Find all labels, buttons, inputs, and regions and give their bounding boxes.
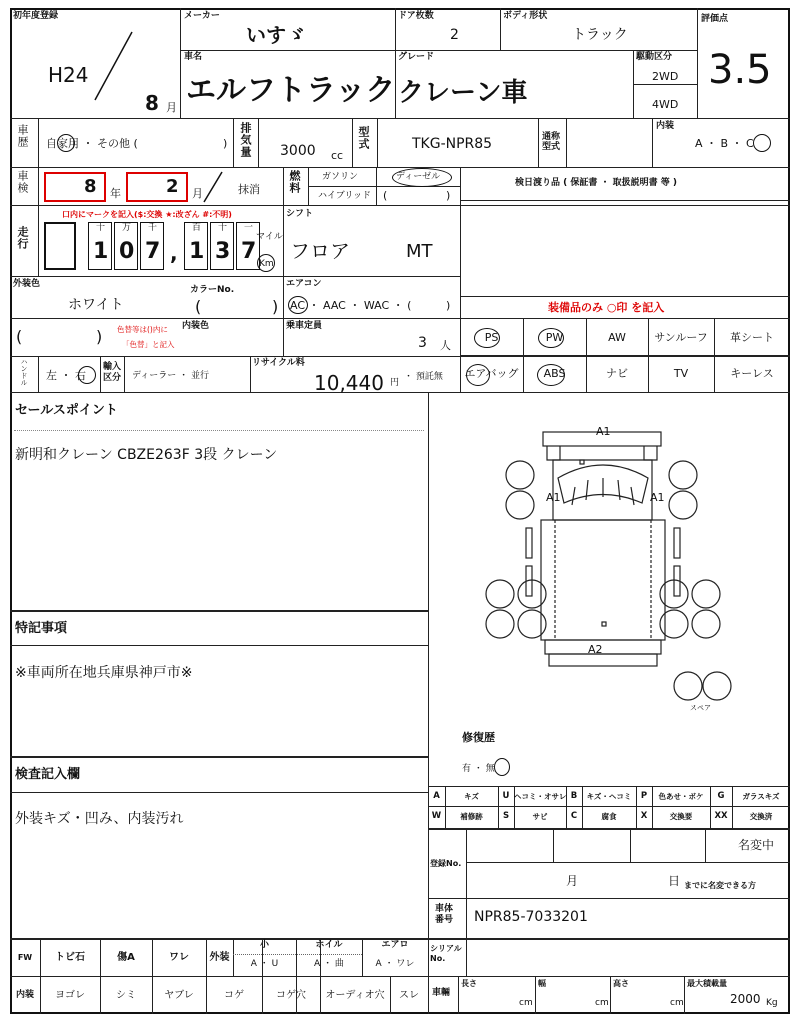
history-label: 車歴 bbox=[16, 124, 29, 148]
legend-cell: ガラスキズ bbox=[742, 792, 780, 801]
damage-type-cell: 傷A bbox=[117, 952, 135, 963]
length-unit: cm bbox=[519, 998, 533, 1008]
registration-label: 登録No. bbox=[430, 859, 462, 868]
size-label: 車輛 bbox=[432, 988, 451, 998]
legend-cell: X bbox=[640, 811, 648, 821]
max-load-value: 2000 bbox=[730, 992, 761, 1006]
max-load-label: 最大積載量 bbox=[687, 979, 727, 988]
length-label: 長さ bbox=[461, 979, 477, 988]
first-reg-month: 8 bbox=[145, 91, 159, 115]
chassis-value: NPR85-7033201 bbox=[474, 909, 588, 925]
repair-none-circle bbox=[494, 758, 510, 776]
interior-damage-cell: スレ bbox=[399, 990, 419, 1001]
spare-label: スペア bbox=[690, 704, 711, 712]
inspection-expired: 抹消 bbox=[238, 183, 260, 196]
interior-grade-value: A ・ B ・ C bbox=[695, 137, 754, 150]
width-unit: cm bbox=[595, 998, 609, 1008]
fuel-hybrid-close: ) bbox=[446, 189, 451, 202]
equipment-item: 革シート bbox=[730, 331, 774, 344]
col-line bbox=[233, 118, 234, 167]
height-label: 高さ bbox=[613, 979, 629, 988]
row-line bbox=[10, 645, 428, 646]
row-line bbox=[428, 898, 790, 899]
mileage-note: 口内にマークを記入($:交換 ★:改ざん #:不明) bbox=[62, 210, 232, 219]
dealer-docs-label: 検日渡り品 ( 保証書 ・ 取扱説明書 等 ) bbox=[515, 178, 678, 188]
col-line bbox=[258, 118, 259, 167]
height-unit: cm bbox=[670, 998, 684, 1008]
col-line bbox=[705, 828, 706, 862]
color-code-label: カラーNo. bbox=[190, 285, 235, 295]
odometer-unit-label: 十 bbox=[96, 223, 106, 233]
mileage-mark-box bbox=[44, 222, 76, 270]
displacement-value: 3000 bbox=[280, 143, 316, 159]
registration-deadline: までに名変できる方 bbox=[684, 881, 756, 890]
handle-value: 左 ・ 右 bbox=[46, 369, 86, 382]
row-line bbox=[460, 296, 790, 297]
exterior-small-value: A ・ U bbox=[250, 959, 279, 969]
recycle-label: リサイクル料 bbox=[252, 358, 305, 368]
special-notes-text: ※車両所在地兵庫県神戸市※ bbox=[15, 665, 193, 681]
odometer-digit: 7 bbox=[145, 239, 161, 264]
interior-color-close: ) bbox=[96, 327, 103, 346]
col-line bbox=[152, 938, 153, 1014]
col-line bbox=[40, 938, 41, 1014]
legend-cell: 交換済 bbox=[749, 812, 773, 821]
width-label: 幅 bbox=[538, 979, 546, 988]
col-line bbox=[377, 118, 378, 167]
grade-value: クレーン車 bbox=[398, 78, 528, 108]
odometer-unit-label: 一 bbox=[244, 223, 254, 233]
col-line bbox=[124, 356, 125, 392]
exterior-aero-label: エアロ bbox=[381, 940, 409, 950]
legend-cell: A bbox=[433, 791, 440, 801]
inspection-month: 2 bbox=[166, 176, 179, 197]
body-value: トラック bbox=[572, 27, 628, 43]
chassis-label: 車体番号 bbox=[435, 904, 454, 925]
legend-cell: C bbox=[570, 811, 578, 821]
sheet-frame bbox=[10, 8, 790, 1014]
capacity-unit: 人 bbox=[440, 339, 451, 352]
dotted-line bbox=[14, 430, 424, 431]
capacity-value: 3 bbox=[418, 335, 427, 351]
row-line bbox=[10, 318, 460, 319]
drive-label: 駆動区分 bbox=[636, 52, 673, 62]
maker-value: いすゞ bbox=[246, 23, 306, 47]
recycle-value: 10,440 bbox=[314, 371, 384, 395]
damage-type-cell: FW bbox=[17, 953, 33, 962]
recycle-unit: 円 bbox=[390, 378, 400, 388]
row-line bbox=[10, 276, 460, 277]
interior-damage-cell: ヨゴレ bbox=[55, 990, 85, 1001]
row-line bbox=[308, 186, 460, 187]
registration-day: 日 bbox=[668, 874, 681, 888]
inspection-year: 8 bbox=[84, 176, 97, 197]
row-line bbox=[428, 786, 790, 787]
damage-mark-a1-front: A1 bbox=[596, 425, 611, 438]
color-code-open: ( bbox=[195, 297, 202, 316]
exterior-wheel-label: ホイル bbox=[315, 940, 343, 950]
airbag-circle bbox=[466, 364, 490, 386]
col-line bbox=[262, 938, 263, 976]
inspection-month-unit: 月 bbox=[192, 187, 203, 200]
inspection-month-box bbox=[126, 172, 188, 202]
equipment-item: サンルーフ bbox=[654, 331, 708, 344]
sales-point-text: 新明和クレーン CBZE263F 3段 クレーン bbox=[15, 447, 278, 463]
col-line bbox=[458, 976, 459, 1014]
shift-label: シフト bbox=[286, 209, 314, 219]
mileage-label: 走行 bbox=[16, 226, 29, 250]
damage-mark-a1-left: A1 bbox=[546, 491, 561, 504]
col-line bbox=[38, 356, 39, 392]
legend-cell: キズ・ヘコミ bbox=[586, 792, 632, 801]
shift-value: フロア bbox=[290, 239, 350, 263]
row-line bbox=[10, 756, 428, 758]
right-handle-circle bbox=[78, 366, 96, 384]
col-line bbox=[566, 118, 567, 167]
fuel-hybrid: ハイブリッド bbox=[318, 191, 372, 201]
odometer-digit: 7 bbox=[241, 239, 257, 264]
km-label: Km bbox=[259, 259, 274, 269]
legend-cell: S bbox=[502, 811, 510, 821]
fuel-diesel: ディーゼル bbox=[396, 172, 441, 182]
interior-damage-cell: 内装 bbox=[15, 990, 34, 1000]
equipment-item: ナビ bbox=[606, 367, 628, 380]
row-line bbox=[460, 318, 790, 319]
displacement-label: 排気量 bbox=[239, 122, 252, 158]
col-line bbox=[100, 356, 101, 392]
doors-label: ドア枚数 bbox=[398, 11, 434, 21]
fuel-gasoline: ガソリン bbox=[322, 172, 359, 182]
interior-color-label: 内装色 bbox=[182, 321, 210, 331]
equipment-item: TV bbox=[673, 367, 689, 380]
import-value: ディーラー ・ 並行 bbox=[132, 371, 210, 381]
sales-point-label: セールスポイント bbox=[15, 403, 118, 418]
col-line bbox=[320, 938, 321, 976]
row-line bbox=[10, 610, 428, 612]
month-unit: 月 bbox=[166, 101, 177, 114]
legend-cell: 色あせ・ボケ bbox=[658, 792, 704, 801]
aircon-value: AC ・ AAC ・ WAC ・ ( bbox=[290, 299, 412, 312]
damage-type-cell: ワレ bbox=[169, 952, 189, 963]
drive-4wd: 4WD bbox=[652, 98, 679, 111]
col-line bbox=[652, 118, 653, 167]
interior-color-note1: 色替等は()内に bbox=[117, 325, 168, 334]
odometer-unit-label: 万 bbox=[122, 223, 132, 233]
odometer-unit-label: 千 bbox=[148, 223, 158, 233]
abs-circle bbox=[537, 364, 565, 386]
row-line bbox=[428, 828, 790, 830]
legend-cell: サビ bbox=[532, 812, 548, 821]
ps-circle bbox=[474, 328, 500, 348]
row-line bbox=[10, 976, 790, 977]
shift-mt: MT bbox=[406, 241, 433, 262]
col-line bbox=[250, 356, 251, 392]
history-close: ) bbox=[223, 137, 228, 150]
odometer-digit: 1 bbox=[189, 239, 205, 264]
row-line bbox=[460, 355, 790, 356]
col-line bbox=[100, 938, 101, 1014]
row-line bbox=[10, 205, 790, 206]
row-line bbox=[10, 792, 428, 793]
interior-color-open: ( bbox=[16, 327, 23, 346]
type-label: 型式 bbox=[357, 126, 370, 150]
repair-value: 有 ・ 無 bbox=[462, 764, 495, 774]
odometer-unit-label: 十 bbox=[218, 223, 228, 233]
col-line bbox=[283, 167, 284, 205]
exterior-wheel-value: A ・ 曲 bbox=[314, 959, 344, 969]
interior-c-circle bbox=[753, 134, 771, 152]
row-line bbox=[10, 356, 283, 357]
displacement-unit: cc bbox=[331, 149, 344, 162]
diesel-circle bbox=[392, 168, 452, 187]
type-value: TKG-NPR85 bbox=[412, 136, 493, 152]
interior-damage-cell: コゲ穴 bbox=[276, 990, 306, 1001]
equipment-item: PW bbox=[545, 331, 564, 344]
grade-label: グレード bbox=[398, 52, 435, 62]
row-line bbox=[633, 84, 697, 85]
row-line bbox=[10, 167, 790, 168]
legend-cell: G bbox=[717, 791, 725, 801]
col-line bbox=[38, 205, 39, 276]
col-line bbox=[466, 828, 467, 976]
import-label: 輸入区分 bbox=[103, 362, 122, 383]
interior-grade-label: 内装 bbox=[656, 121, 675, 131]
aircon-close: ) bbox=[446, 299, 451, 312]
legend-cell: P bbox=[640, 791, 648, 801]
serial-label: シリアルNo. bbox=[430, 944, 462, 963]
row-line bbox=[10, 118, 790, 119]
damage-mark-a1-right: A1 bbox=[650, 491, 665, 504]
capacity-label: 乗車定員 bbox=[286, 321, 323, 331]
equipment-item: エアバッグ bbox=[464, 367, 519, 380]
legend-cell: W bbox=[431, 811, 442, 821]
interior-damage-cell: シミ bbox=[116, 990, 136, 1001]
history-value: 自家用 ・ その他 ( bbox=[46, 137, 138, 150]
damage-mark-a2-rear: A2 bbox=[588, 643, 603, 656]
interior-damage-cell: オーディオ穴 bbox=[325, 990, 385, 1001]
row-line bbox=[428, 806, 790, 807]
row-line bbox=[460, 200, 790, 201]
col-line bbox=[610, 976, 611, 1014]
special-notes-label: 特記事項 bbox=[15, 621, 68, 636]
maker-label: メーカー bbox=[184, 11, 220, 21]
common-type-label: 通称型式 bbox=[542, 132, 561, 152]
ac-circle bbox=[288, 296, 308, 314]
odometer-digit: 0 bbox=[119, 239, 135, 264]
col-line bbox=[535, 976, 536, 1014]
row-line bbox=[10, 392, 790, 393]
legend-cell: キズ bbox=[464, 792, 479, 801]
col-line bbox=[428, 392, 429, 1014]
equipment-item: ABS bbox=[543, 367, 566, 380]
rating-label: 評価点 bbox=[701, 14, 729, 24]
doors-value: 2 bbox=[450, 27, 459, 43]
col-line bbox=[180, 8, 181, 118]
fuel-label: 燃料 bbox=[288, 170, 301, 194]
col-line bbox=[206, 938, 207, 1014]
col-line bbox=[538, 118, 539, 167]
name-label: 車名 bbox=[184, 52, 203, 62]
color-code-close: ) bbox=[272, 297, 279, 316]
legend-cell: B bbox=[570, 791, 578, 801]
equipment-title: 装備品のみ ○印 を記入 bbox=[548, 301, 665, 314]
pw-circle bbox=[538, 328, 564, 348]
interior-damage-cell: ヤブレ bbox=[164, 990, 194, 1001]
legend-cell: 腐食 bbox=[601, 812, 617, 821]
col-line bbox=[684, 976, 685, 1014]
handle-label: ハンドル bbox=[20, 358, 28, 386]
color-label: 外装色 bbox=[13, 279, 41, 289]
damage-type-cell: トビ石 bbox=[55, 952, 85, 963]
first-reg-year: H24 bbox=[48, 63, 89, 87]
rating-value: 3.5 bbox=[708, 47, 772, 93]
col-line bbox=[697, 8, 698, 118]
col-line bbox=[352, 118, 353, 167]
body-label: ボディ形状 bbox=[503, 11, 548, 21]
legend-cell: ヘコミ・オサレ bbox=[514, 792, 567, 801]
inspection-year-unit: 年 bbox=[110, 187, 121, 200]
col-line bbox=[38, 167, 39, 205]
row-line bbox=[466, 862, 790, 863]
odometer-comma: , bbox=[170, 241, 178, 265]
row-line bbox=[233, 954, 362, 955]
row-line bbox=[180, 50, 697, 51]
inspection-label: 車検 bbox=[16, 170, 29, 194]
equipment-item: キーレス bbox=[730, 367, 774, 380]
equipment-item: AW bbox=[608, 331, 626, 344]
col-line bbox=[283, 276, 284, 356]
name-value: エルフトラック bbox=[186, 73, 396, 108]
col-line bbox=[630, 828, 631, 862]
first-reg-label: 初年度登録 bbox=[13, 11, 59, 21]
damage-type-cell: 外装 bbox=[209, 952, 230, 963]
col-line bbox=[500, 8, 501, 50]
fuel-hybrid-open: ( bbox=[383, 189, 388, 202]
odometer-digit: 1 bbox=[93, 239, 109, 264]
col-line bbox=[553, 828, 554, 862]
exterior-aero-value: A ・ ワレ bbox=[375, 959, 415, 969]
legend-cell: 補修跡 bbox=[460, 812, 483, 821]
col-line bbox=[283, 205, 284, 276]
legend-cell: U bbox=[502, 791, 510, 801]
recycle-deposit: ・ 預託無 bbox=[404, 372, 443, 382]
color-value: ホワイト bbox=[68, 297, 124, 313]
inspection-year-box bbox=[44, 172, 106, 202]
interior-color-note2: 「色替」と記入 bbox=[122, 340, 175, 349]
drive-2wd: 2WD bbox=[652, 70, 679, 83]
aircon-label: エアコン bbox=[286, 279, 322, 289]
registration-month: 月 bbox=[566, 874, 579, 888]
odometer-unit-label: 百 bbox=[192, 223, 202, 233]
odometer-digit: 3 bbox=[215, 239, 231, 264]
mile-label: マイル bbox=[256, 232, 283, 242]
equipment-item: PS bbox=[484, 331, 499, 344]
col-line bbox=[38, 118, 39, 167]
check-label: 検査記入欄 bbox=[15, 767, 81, 782]
interior-damage-cell: コゲ bbox=[224, 990, 244, 1001]
legend-cell: 交換要 bbox=[669, 812, 693, 821]
max-load-unit: Kg bbox=[766, 998, 778, 1008]
private-use-circle bbox=[57, 134, 75, 152]
exterior-small-label: 小 bbox=[259, 940, 269, 950]
name-change-label: 名変中 bbox=[738, 838, 775, 852]
legend-cell: XX bbox=[714, 811, 728, 821]
check-text: 外装キズ・凹み、内装汚れ bbox=[15, 811, 184, 827]
repair-label: 修復歴 bbox=[462, 731, 495, 744]
